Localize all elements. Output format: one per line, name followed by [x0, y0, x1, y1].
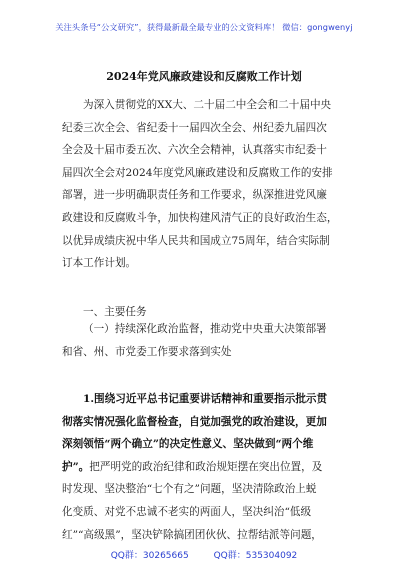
- item-1-line: 化变质、对党不忠诚不老实的两面人，坚决纠治“低级: [62, 505, 312, 518]
- intro-paragraph: [62, 94, 360, 275]
- intro-line: 部署，进一步明确职责任务和工作要求，纵深推进党风廉: [62, 189, 327, 202]
- item-1-mixed-line: [62, 456, 360, 479]
- item-1-line: 时发现、坚决整治“七个有之”问题，坚决清除政治上蜕: [62, 483, 317, 496]
- intro-line: 全会及十届市委五次、六次全会精神，认真落实市纪委十: [62, 144, 327, 157]
- intro-line: 纪委三次全会、省纪委十一届四次全会、州纪委九届四次: [62, 121, 327, 134]
- item-1-line: 红”“高级黑”，坚决铲除搞团团伙伙、拉帮结派等问题，: [62, 528, 322, 541]
- subsection-line: 和省、州、市党委工作要求落到实处: [62, 345, 232, 358]
- item-1-bold-tail: 护”。: [62, 460, 90, 473]
- footer-qq-group-2: QQ群：535304092: [213, 551, 298, 561]
- intro-line: 政建设和反腐败斗争，加快构建风清气正的良好政治生态，: [62, 211, 338, 224]
- footer-qq-group-1: QQ群：30265665: [110, 551, 189, 561]
- intro-line: 届四次全会对2024年度党风廉政建设和反腐败工作的安排: [62, 166, 333, 179]
- intro-line: 以优异成绩庆祝中华人民共和国成立75周年，结合实际制: [62, 234, 330, 247]
- item-1-line-rest: 把严明党的政治纪律和政治规矩摆在突出位置，及: [89, 460, 323, 473]
- header-banner: 关注头条号“公文研究”，获得最新最全最专业的公文资料库！ 微信：gongwenyj: [55, 22, 353, 32]
- item-1-paragraph: [62, 388, 360, 546]
- item-1-bold-line: 彻落实情况强化监督检查，自觉加强党的政治建设，更加: [62, 415, 327, 428]
- intro-line: 为深入贯彻党的XX大、二十届二中全会和二十届中央: [83, 99, 332, 111]
- document-title: 2024年党风廉政建设和反腐败工作计划: [106, 70, 302, 83]
- section-heading: 一、主要任务: [83, 306, 147, 318]
- item-1-bold-line: 1.围绕习近平总书记重要讲话精神和重要指示批示贯: [83, 393, 328, 405]
- footer-contacts: [0, 548, 408, 561]
- subsection-line: （一）持续深化政治监督，推动党中央重大决策部署: [83, 323, 327, 335]
- subsection-heading: [62, 318, 360, 363]
- intro-line: 订本工作计划。: [62, 257, 137, 270]
- item-1-bold-line: 深刻领悟“两个确立”的决定性意义、坚决做到“两个维: [62, 438, 314, 451]
